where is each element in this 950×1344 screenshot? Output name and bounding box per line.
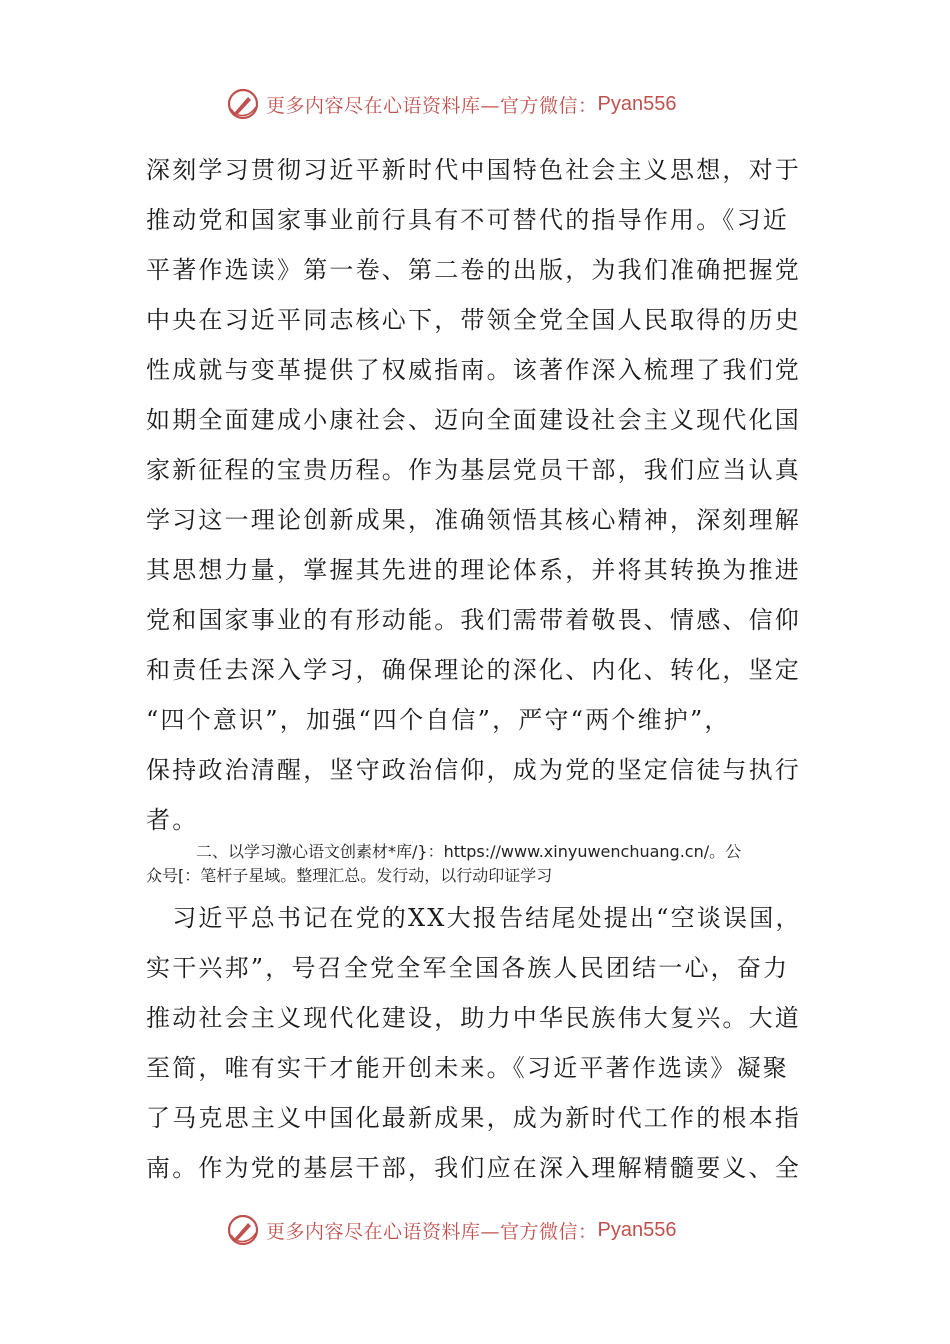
header-banner xyxy=(226,84,676,124)
text-line: 性成就与变革提供了权威指南。该著作深入梳理了我们党 xyxy=(146,356,801,384)
text-line: “四个意识”，加强“四个自信”，严守“两个维护”， xyxy=(146,706,731,734)
pen-logo-icon xyxy=(226,87,260,121)
text-line: 至简，唯有实干才能开创未来。《习近平著作选读》凝聚 xyxy=(146,1054,789,1082)
text-line: 者。 xyxy=(146,806,199,834)
footer-banner-wechat-id: Pyan556 xyxy=(597,1218,677,1241)
text-line: 家新征程的宝贵历程。作为基层党员干部，我们应当认真 xyxy=(146,456,801,484)
pen-logo-icon xyxy=(226,1213,260,1247)
text-line: 保持政治清醒，坚守政治信仰，成为党的坚定信徒与执行 xyxy=(146,756,801,784)
text-line: 深刻学习贯彻习近平新时代中国特色社会主义思想，对于 xyxy=(146,156,801,184)
text-line: 平著作选读》第一卷、第二卷的出版，为我们准确把握党 xyxy=(146,256,801,284)
paragraph-1 xyxy=(146,145,818,845)
note-line: 二、以学习激心语文创素材*库/}：https://www.xinyuwenchuang.cn/。公 xyxy=(196,842,742,861)
header-banner-text: 更多内容尽在心语资料库—官方微信： xyxy=(266,94,598,117)
text-line: 其思想力量，掌握其先进的理论体系，并将其转换为推进 xyxy=(146,556,801,584)
text-line: 推动党和国家事业前行具有不可替代的指导作用。《习近 xyxy=(146,206,789,234)
note-line: 众号[：笔杆子星域。整理汇总。发行动，以行动印证学习 xyxy=(146,866,553,885)
text-line: 中央在习近平同志核心下，带领全党全国人民取得的历史 xyxy=(146,306,801,334)
text-line: 党和国家事业的有形动能。我们需带着敬畏、情感、信仰 xyxy=(146,606,801,634)
paragraph-2 xyxy=(146,893,818,1193)
section-heading-note xyxy=(146,840,818,888)
text-line: 学习这一理论创新成果，准确领悟其核心精神，深刻理解 xyxy=(146,506,801,534)
footer-banner-text: 更多内容尽在心语资料库—官方微信： xyxy=(266,1220,598,1243)
text-line: 南。作为党的基层干部，我们应在深入理解精髓要义、全 xyxy=(146,1154,801,1182)
header-banner-wechat-id: Pyan556 xyxy=(597,92,677,115)
text-line: 实干兴邦”，号召全党全军全国各族人民团结一心，奋力 xyxy=(146,954,790,982)
text-line: 推动社会主义现代化建设，助力中华民族伟大复兴。大道 xyxy=(146,1004,801,1032)
text-line: 了马克思主义中国化最新成果，成为新时代工作的根本指 xyxy=(146,1104,801,1132)
text-line: 习近平总书记在党的XX大报告结尾处提出“空谈误国， xyxy=(146,904,802,932)
text-line: 和责任去深入学习，确保理论的深化、内化、转化，坚定 xyxy=(146,656,801,684)
footer-banner xyxy=(226,1210,676,1250)
text-line: 如期全面建成小康社会、迈向全面建设社会主义现代化国 xyxy=(146,406,801,434)
